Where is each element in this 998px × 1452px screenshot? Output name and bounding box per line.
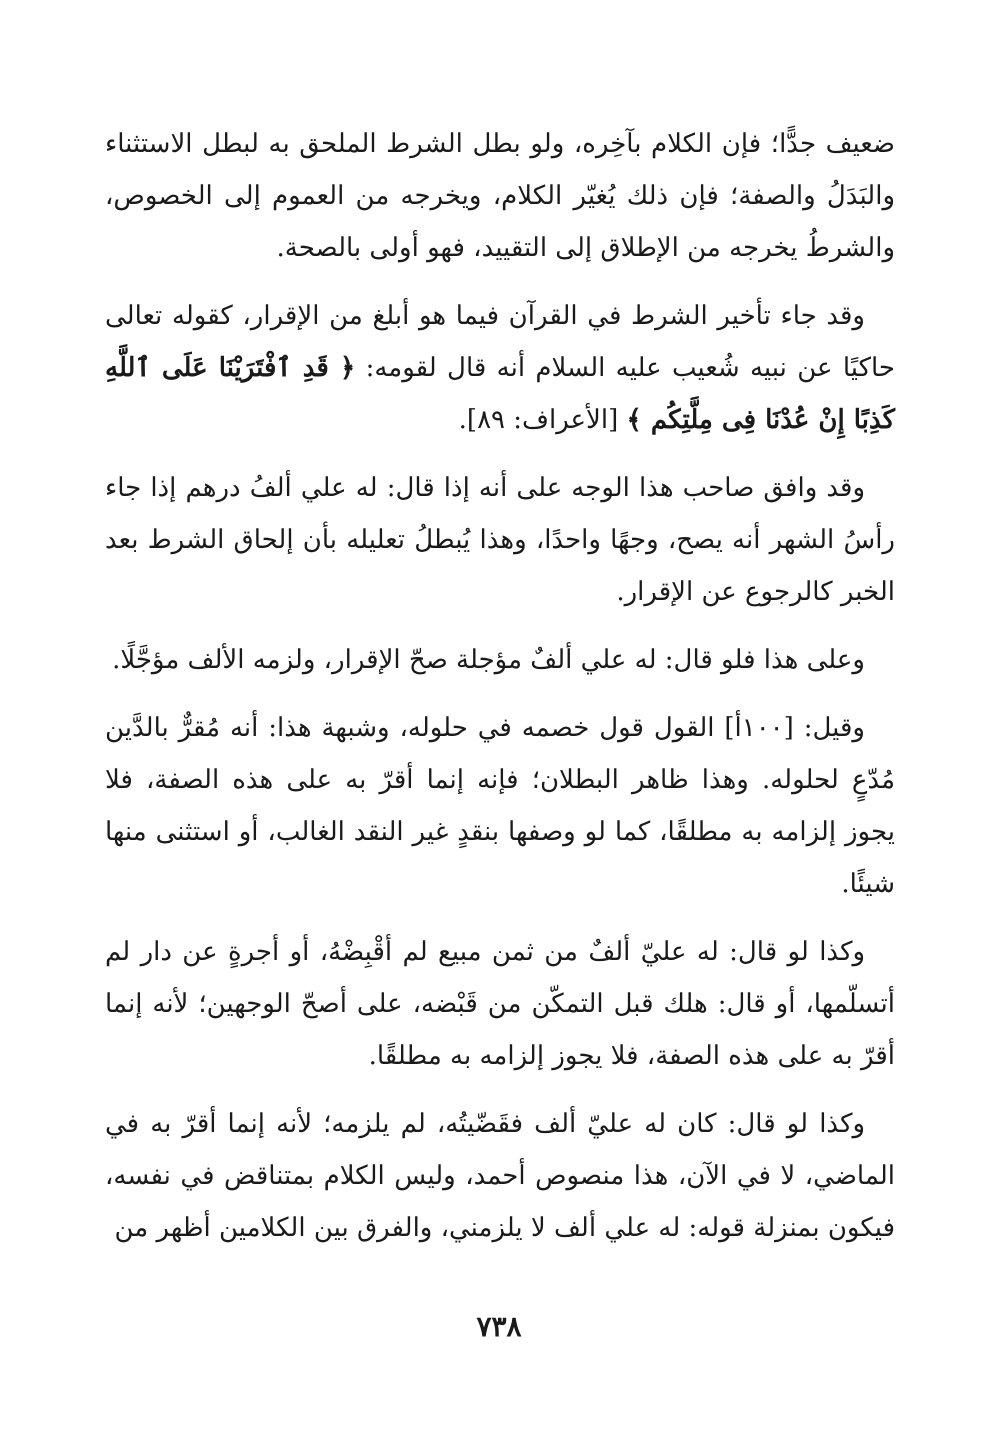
paragraph-4: وعلى هذا فلو قال: له علي ألفٌ مؤجلة صحّ الإقرار، ولزمه الألف مؤجَّلًا. — [112, 645, 865, 675]
quran-verse: ﴿ قَدِ ٱفْتَرَيْنَا عَلَى ٱللَّهِ كَذِبًا إِنْ عُدْنَا فِى مِلَّتِكُم ﴾ — [105, 353, 895, 435]
paragraph-3: وقد وافق صاحب هذا الوجه على أنه إذا قال: له علي ألفُ درهم إذا جاء رأسُ الشهر أنه يصح، وجهًا واحدًا، وهذا يُبطلُ تعليله بأن إلحاق الشرط بعد الخبر كالرجوع عن الإقرار. — [105, 473, 895, 607]
page-number: ٧٣٨ — [476, 1310, 522, 1343]
paragraph-2 — [105, 290, 895, 446]
paragraph-7: وكذا لو قال: كان له عليّ ألف فقَضّيتُه، لم يلزمه؛ لأنه إنما أقرّ به في الماضي، لا في الآن، هذا منصوص أحمد، وليس الكلام بمتناقض في نفسه، فيكون بمنزلة قوله: له علي ألف لا يلزمني، والفرق بين الكلامين أظهر من — [105, 1109, 895, 1243]
paragraph-1: ضعيف جدًّا؛ فإن الكلام بآخِره، ولو بطل الشرط الملحق به لبطل الاستثناء والبَدَلُ والصفة؛ فإن ذلك يُغيّر الكلام، ويخرجه من العموم إلى الخصوص، والشرطُ يخرجه من الإطلاق إلى التقييد، فهو أولى بالصحة. — [105, 129, 895, 263]
paragraph-5: وقيل: [١٠٠أ] القول قول خصمه في حلوله، وشبهة هذا: أنه مُقرٌّ بالدَّين مُدّعٍ لحلوله. وهذا ظاهر البطلان؛ فإنه إنما أقرّ به على هذه الصفة، فلا يجوز إلزامه به مطلقًا، كما لو وصفها بنقدٍ غير النقد الغالب، أو استثنى منها شيئًا. — [105, 713, 895, 899]
verse-citation: [الأعراف: ٨٩]. — [458, 405, 627, 435]
page-body — [105, 118, 895, 1270]
paragraph-2-text-before: وقد جاء تأخير الشرط في القرآن فيما هو أبلغ من الإقرار، كقوله تعالى حاكيًا عن نبيه شُعيب عليه السلام أنه قال لقومه: — [105, 301, 896, 383]
paragraph-6: وكذا لو قال: له عليّ ألفٌ من ثمن مبيع لم أقْبِضْهُ، أو أجرةٍ عن دار لم أتسلّمها، أو قال: هلك قبل التمكّن من قَبْضه، على أصحّ الوجهين؛ لأنه إنما أقرّ به على هذه الصفة، فلا يجوز إلزامه به مطلقًا. — [105, 937, 895, 1071]
